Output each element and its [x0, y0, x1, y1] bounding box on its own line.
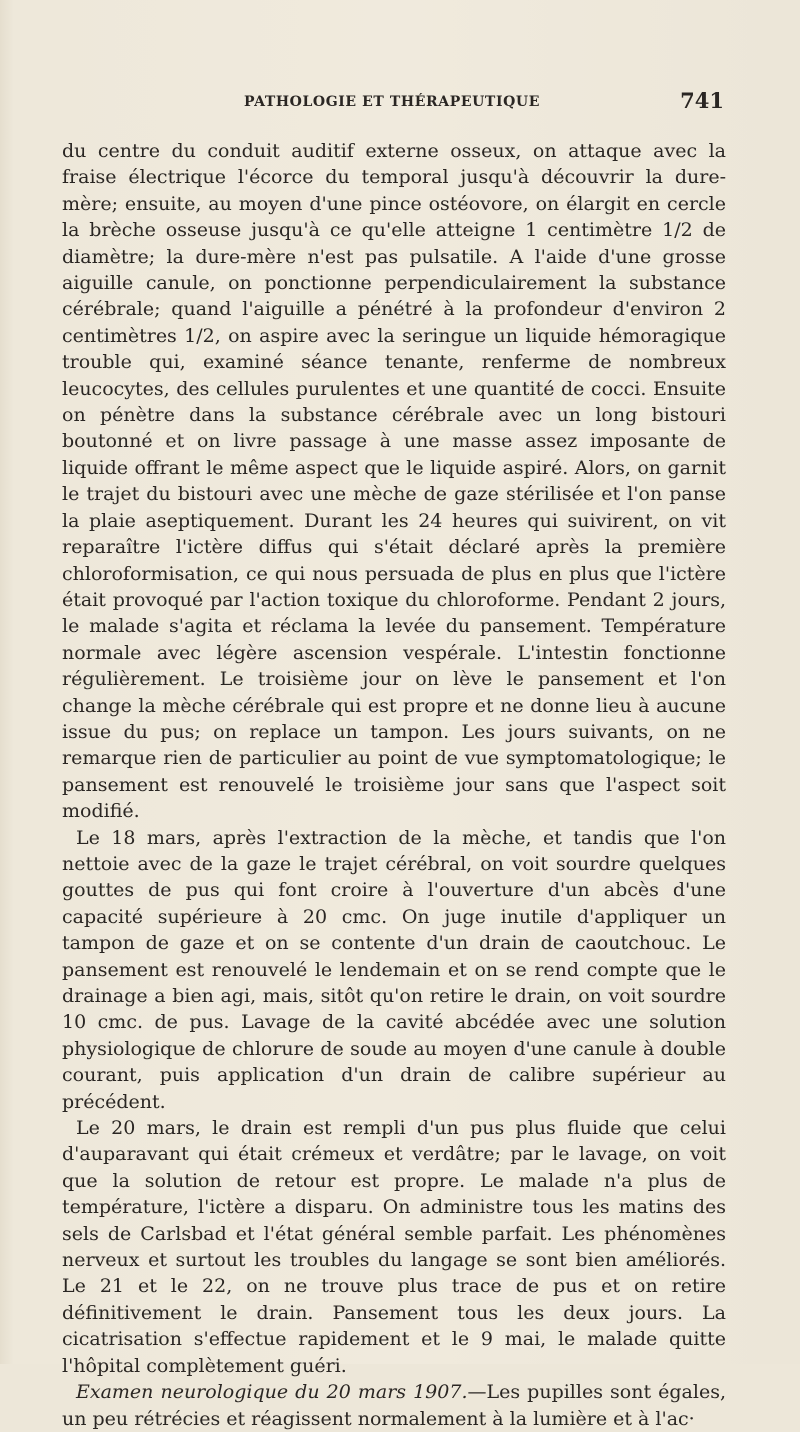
paragraph: du centre du conduit auditif externe osseux, on attaque avec la fraise électrique l'écorce du temporal jusqu'à découvrir la dure-mère; ensuite, au moyen d'une pince ostéovore, on élargit en cercle la brèche osseuse jusqu'à ce qu'elle atteigne 1 centimètre 1/2 de diamètre; la dure-mère n'est pas pulsatile. A l'aide d'une grosse aiguille canule, on ponctionne perpendiculairement la substance cérébrale; quand l'aiguille a pénétré à la profondeur d'environ 2 centimètres 1/2, on aspire avec la seringue un liquide hémoragique trouble qui, examiné séance tenante, renferme de nombreux leucocytes, des cellules purulentes et une quantité de cocci. Ensuite on pénètre dans la substance cérébrale avec un long bistouri boutonné et on livre passage à une masse assez imposante de liquide offrant le même aspect que le liquide aspiré. Alors, on garnit le trajet du bistouri avec une mèche de gaze stérilisée et l'on panse la plaie aseptiquement. Durant les 24 heures qui suivirent, on vit reparaître l'ictère diffus qui s'était déclaré après la première chloroformisation, ce qui nous persuada de plus en plus que l'ictère était provoqué par l'action toxique du chloroforme. Pendant 2 jours, le malade s'agita et réclama la levée du pansement. Température normale avec légère ascension vespérale. L'intestin fonctionne régulièrement. Le troisième jour on lève le pansement et l'on change la mèche cérébrale qui est propre et ne donne lieu à aucune issue du pus; on replace un tampon. Les jours suivants, on ne remarque rien de particulier au point de vue symptomatologique; le pansement est renouvelé le troisième jour sans que l'aspect soit modifié.	[62, 140, 726, 823]
body-text	[62, 138, 726, 1432]
paragraph-examen	[62, 1379, 726, 1432]
page-number: 741	[680, 88, 724, 113]
section-lead-in: Examen neurologique du 20 mars 1907.	[76, 1381, 468, 1404]
paragraph: Le 18 mars, après l'extraction de la mèche, et tandis que l'on nettoie avec de la gaze le trajet cérébral, on voit sourdre quelques gouttes de pus qui font croire à l'ouverture d'un abcès d'une capacité supérieure à 20 cmc. On juge inutile d'appliquer un tampon de gaze et on se contente d'un drain de caoutchouc. Le pansement est renouvelé le lendemain et on se rend compte que le drainage a bien agi, mais, sitôt qu'on retire le drain, on voit sourdre 10 cmc. de pus. Lavage de la cavité abcédée avec une solution physiologique de chlorure de soude au moyen d'une canule à double courant, puis application d'un drain de calibre supérieur au précédent.	[62, 826, 726, 1113]
paragraph-text: —Les pupilles sont égales, un peu rétrécies et réagissent normalement à la lumière et à l'ac·	[62, 1381, 726, 1430]
paragraph: Le 20 mars, le drain est rempli d'un pus plus fluide que celui d'auparavant qui était crémeux et verdâtre; par le lavage, on voit que la solution de retour est propre. Le malade n'a plus de température, l'ictère a disparu. On administre tous les matins des sels de Carlsbad et l'état général semble parfait. Les phénomènes nerveux et surtout les troubles du langage se sont bien améliorés. Le 21 et le 22, on ne trouve plus trace de pus et on retire définitivement le drain. Pansement tous les deux jours. La cicatrisation s'effectue rapidement et le 9 mai, le malade quitte l'hôpital complètement guéri.	[62, 1117, 726, 1377]
running-head: PATHOLOGIE ET THÉRAPEUTIQUE	[244, 94, 540, 110]
page-header	[62, 88, 730, 116]
